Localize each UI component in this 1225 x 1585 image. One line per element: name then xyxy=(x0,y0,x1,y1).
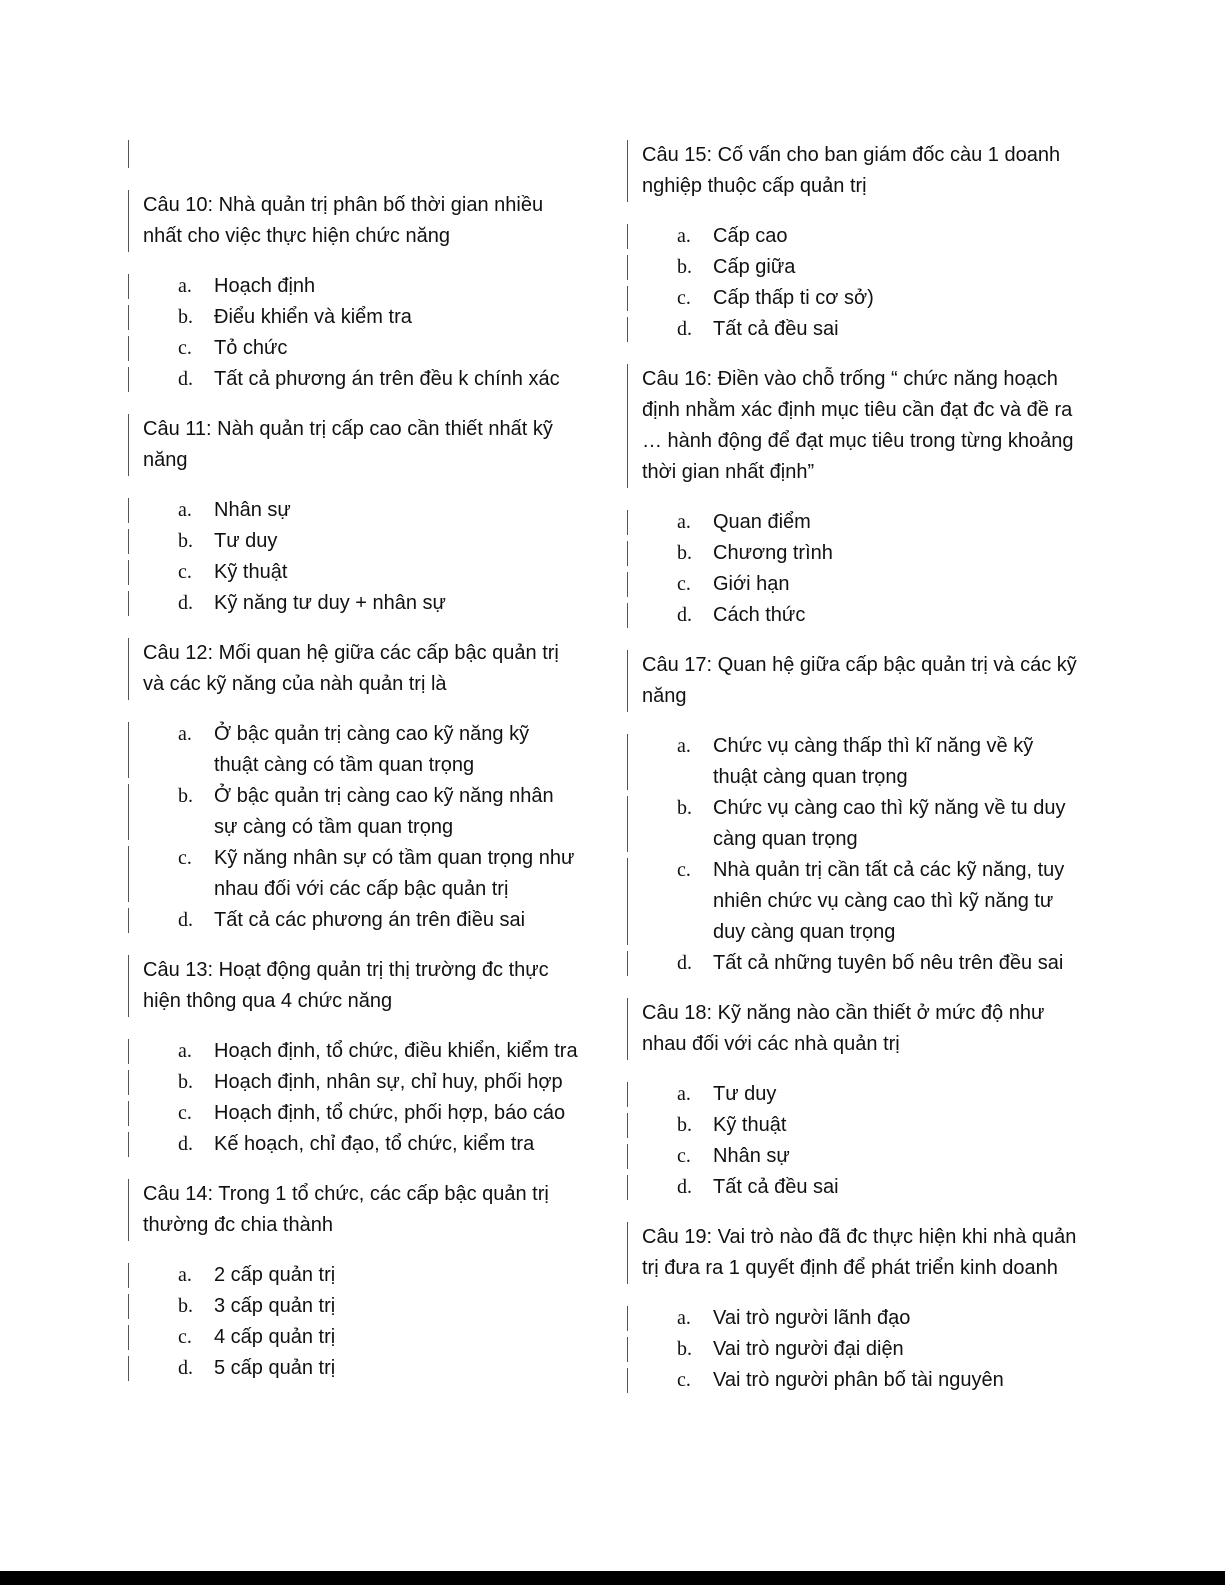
option-list xyxy=(627,1079,1077,1203)
option-text: Nhà quản trị cần tất cả các kỹ năng, tuy nhiên chức vụ càng cao thì kỹ năng tư duy càng quan trọng xyxy=(713,859,1065,943)
option-text: Vai trò người lãnh đạo xyxy=(713,1307,911,1329)
option-text: Cấp thấp ti cơ sở) xyxy=(713,287,874,309)
option-letter: a. xyxy=(178,1264,192,1286)
option-text: Hoạch định, tổ chức, điều khiển, kiểm tra xyxy=(214,1040,578,1062)
option-list xyxy=(627,221,1077,345)
option-text: Kế hoạch, chỉ đạo, tổ chức, kiểm tra xyxy=(214,1133,535,1155)
option-list xyxy=(128,271,578,395)
option-text: Tất cả những tuyên bố nêu trên đều sai xyxy=(713,952,1064,974)
option-text: Chức vụ càng cao thì kỹ năng về tu duy càng quan trọng xyxy=(713,797,1066,850)
option-text: Giới hạn xyxy=(713,573,790,595)
right-column xyxy=(627,140,1077,1415)
option-letter: c. xyxy=(677,287,691,309)
answer-option xyxy=(627,1365,1077,1396)
answer-option xyxy=(128,905,578,936)
left-column xyxy=(128,140,578,1403)
answer-option xyxy=(128,1322,578,1353)
option-letter: d. xyxy=(677,952,692,974)
option-letter: a. xyxy=(677,1083,691,1105)
option-letter: d. xyxy=(178,1133,193,1155)
option-letter: b. xyxy=(677,797,692,819)
option-letter: d. xyxy=(178,909,193,931)
answer-option xyxy=(128,1353,578,1384)
option-text: Tư duy xyxy=(214,530,278,552)
question-text: Câu 11: Nàh quản trị cấp cao cần thiết nhất kỹ năng xyxy=(128,414,578,476)
answer-option xyxy=(128,1098,578,1129)
question-block xyxy=(128,190,578,395)
option-text: 3 cấp quản trị xyxy=(214,1295,336,1317)
option-text: 2 cấp quản trị xyxy=(214,1264,336,1286)
question-text: Câu 19: Vai trò nào đã đc thực hiện khi nhà quản trị đưa ra 1 quyết định để phát triển kinh doanh xyxy=(627,1222,1077,1284)
answer-option xyxy=(128,1067,578,1098)
option-text: Chức vụ càng thấp thì kĩ năng về kỹ thuật càng quan trọng xyxy=(713,735,1034,788)
option-letter: b. xyxy=(178,785,193,807)
answer-option xyxy=(627,948,1077,979)
answer-option xyxy=(627,221,1077,252)
option-letter: d. xyxy=(677,1176,692,1198)
question-block xyxy=(128,1179,578,1384)
answer-option xyxy=(128,495,578,526)
option-text: Vai trò người phân bố tài nguyên xyxy=(713,1369,1004,1391)
right-question-list xyxy=(627,140,1077,1396)
question-block xyxy=(627,364,1077,631)
question-block xyxy=(627,998,1077,1203)
option-text: Tất cả đều sai xyxy=(713,1176,839,1198)
option-text: Chương trình xyxy=(713,542,833,564)
question-text: Câu 15: Cố vấn cho ban giám đốc càu 1 doanh nghiệp thuộc cấp quản trị xyxy=(627,140,1077,202)
option-text: Kỹ thuật xyxy=(713,1114,787,1136)
answer-option xyxy=(627,1303,1077,1334)
option-letter: d. xyxy=(677,318,692,340)
question-text: Câu 16: Điền vào chỗ trống “ chức năng hoạch định nhằm xác định mục tiêu cần đạt đc và đề ra … hành động để đạt mục tiêu trong từng khoảng thời gian nhất định” xyxy=(627,364,1077,488)
answer-option xyxy=(627,1172,1077,1203)
option-text: Nhân sự xyxy=(214,499,291,521)
option-text: Tỏ chức xyxy=(214,337,288,359)
option-letter: a. xyxy=(677,511,691,533)
answer-option xyxy=(128,1260,578,1291)
answer-option xyxy=(128,843,578,905)
option-letter: b. xyxy=(178,1071,193,1093)
option-text: Điểu khiển và kiểm tra xyxy=(214,306,412,328)
option-text: Hoạch định, tổ chức, phối hợp, báo cáo xyxy=(214,1102,566,1124)
option-letter: c. xyxy=(178,337,192,359)
option-text: Cách thức xyxy=(713,604,806,626)
option-letter: a. xyxy=(677,225,691,247)
option-letter: d. xyxy=(178,1357,193,1379)
option-letter: d. xyxy=(178,368,193,390)
question-block xyxy=(128,638,578,936)
option-text: Tất cả các phương án trên điều sai xyxy=(214,909,526,931)
option-letter: a. xyxy=(178,1040,192,1062)
answer-option xyxy=(128,781,578,843)
answer-option xyxy=(627,283,1077,314)
option-text: Tất cả phương án trên đều k chính xác xyxy=(214,368,560,390)
answer-option xyxy=(627,314,1077,345)
option-letter: b. xyxy=(677,256,692,278)
answer-option xyxy=(128,1291,578,1322)
option-letter: b. xyxy=(677,1338,692,1360)
option-text: Kỹ năng nhân sự có tầm quan trọng như nhau đối với các cấp bậc quản trị xyxy=(214,847,575,900)
answer-option xyxy=(627,507,1077,538)
empty-paragraph xyxy=(128,140,578,168)
option-list xyxy=(627,731,1077,979)
option-letter: d. xyxy=(178,592,193,614)
option-text: Kỹ năng tư duy + nhân sự xyxy=(214,592,446,614)
question-block xyxy=(627,650,1077,979)
option-text: Nhân sự xyxy=(713,1145,790,1167)
answer-option xyxy=(627,1334,1077,1365)
option-letter: b. xyxy=(178,1295,193,1317)
option-letter: c. xyxy=(677,1369,691,1391)
answer-option xyxy=(627,538,1077,569)
answer-option xyxy=(128,333,578,364)
answer-option xyxy=(627,600,1077,631)
option-letter: d. xyxy=(677,604,692,626)
answer-option xyxy=(128,588,578,619)
answer-option xyxy=(128,1129,578,1160)
answer-option xyxy=(128,271,578,302)
option-letter: c. xyxy=(677,573,691,595)
left-question-list xyxy=(128,190,578,1384)
option-letter: a. xyxy=(178,499,192,521)
option-text: Ở bậc quản trị càng cao kỹ năng nhân sự càng có tầm quan trọng xyxy=(214,785,554,838)
option-letter: a. xyxy=(677,735,691,757)
option-letter: c. xyxy=(677,859,691,881)
option-letter: c. xyxy=(178,1326,192,1348)
answer-option xyxy=(128,526,578,557)
answer-option xyxy=(627,1141,1077,1172)
option-letter: a. xyxy=(178,723,192,745)
option-text: Hoạch định, nhân sự, chỉ huy, phối hợp xyxy=(214,1071,563,1093)
option-letter: b. xyxy=(178,530,193,552)
option-list xyxy=(627,507,1077,631)
option-text: Cấp cao xyxy=(713,225,788,247)
answer-option xyxy=(128,364,578,395)
option-text: Quan điểm xyxy=(713,511,811,533)
answer-option xyxy=(128,1036,578,1067)
option-text: Hoạch định xyxy=(214,275,316,297)
question-text: Câu 12: Mối quan hệ giữa các cấp bậc quản trị và các kỹ năng của nàh quản trị là xyxy=(128,638,578,700)
option-text: 4 cấp quản trị xyxy=(214,1326,336,1348)
answer-option xyxy=(128,719,578,781)
answer-option xyxy=(128,302,578,333)
option-letter: b. xyxy=(178,306,193,328)
option-letter: b. xyxy=(677,1114,692,1136)
option-letter: b. xyxy=(677,542,692,564)
option-letter: c. xyxy=(677,1145,691,1167)
option-text: Ở bậc quản trị càng cao kỹ năng kỹ thuật càng có tầm quan trọng xyxy=(214,723,530,776)
question-text: Câu 14: Trong 1 tổ chức, các cấp bậc quản trị thường đc chia thành xyxy=(128,1179,578,1241)
answer-option xyxy=(128,557,578,588)
answer-option xyxy=(627,731,1077,793)
answer-option xyxy=(627,1110,1077,1141)
option-text: Tư duy xyxy=(713,1083,777,1105)
option-list xyxy=(128,495,578,619)
question-block xyxy=(128,955,578,1160)
question-text: Câu 17: Quan hệ giữa cấp bậc quản trị và các kỹ năng xyxy=(627,650,1077,712)
answer-option xyxy=(627,855,1077,948)
option-text: Vai trò người đại diện xyxy=(713,1338,904,1360)
option-letter: a. xyxy=(178,275,192,297)
option-text: Tất cả đều sai xyxy=(713,318,839,340)
answer-option xyxy=(627,1079,1077,1110)
question-text: Câu 10: Nhà quản trị phân bố thời gian nhiều nhất cho việc thực hiện chức năng xyxy=(128,190,578,252)
answer-option xyxy=(627,252,1077,283)
answer-option xyxy=(627,793,1077,855)
question-block xyxy=(627,1222,1077,1396)
option-letter: c. xyxy=(178,561,192,583)
answer-option xyxy=(627,569,1077,600)
option-text: Kỹ thuật xyxy=(214,561,288,583)
question-block xyxy=(627,140,1077,345)
option-letter: c. xyxy=(178,847,192,869)
question-block xyxy=(128,414,578,619)
page-bottom-edge xyxy=(0,1571,1225,1585)
option-letter: a. xyxy=(677,1307,691,1329)
option-list xyxy=(627,1303,1077,1396)
option-text: 5 cấp quản trị xyxy=(214,1357,336,1379)
option-list xyxy=(128,1036,578,1160)
question-text: Câu 18: Kỹ năng nào cần thiết ở mức độ như nhau đối với các nhà quản trị xyxy=(627,998,1077,1060)
option-list xyxy=(128,1260,578,1384)
option-text: Cấp giữa xyxy=(713,256,796,278)
question-text: Câu 13: Hoạt động quản trị thị trường đc thực hiện thông qua 4 chức năng xyxy=(128,955,578,1017)
option-list xyxy=(128,719,578,936)
option-letter: c. xyxy=(178,1102,192,1124)
